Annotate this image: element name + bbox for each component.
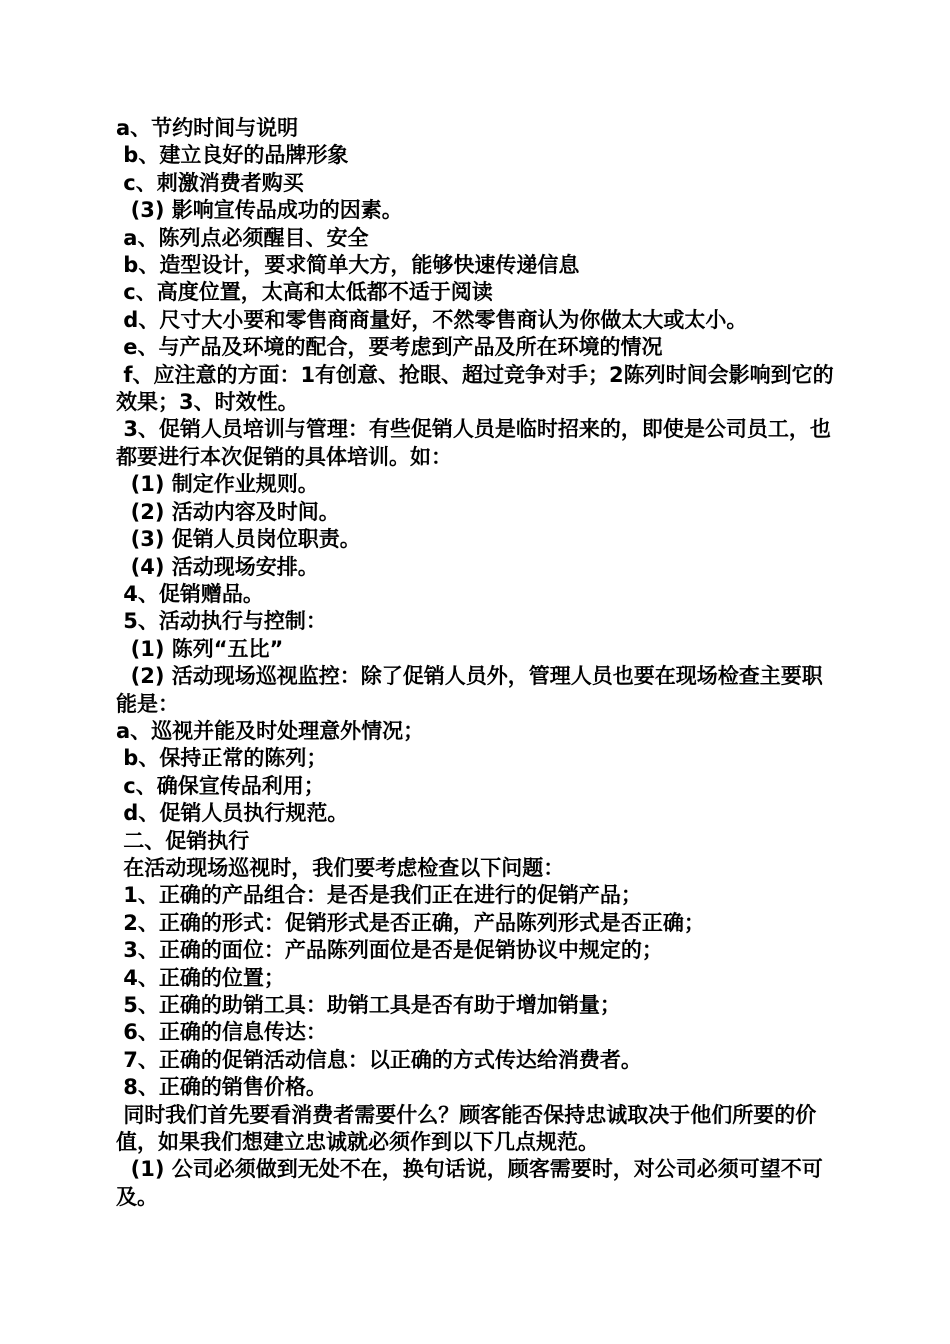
list-item-1-product-mix: 1、正确的产品组合：是否是我们正在进行的促销产品； [116,883,642,908]
list-item-f-attention: f、应注意的方面：1有创意、抢眼、超过竞争对手；2陈列时间会影响到它的效果；3、时效性。 [116,362,834,415]
list-item-4-position: 4、正确的位置； [116,965,285,990]
list-item-a-display-point: a、陈列点必须醒目、安全 [116,225,369,250]
section-heading-gifts: 4、促销赠品。 [116,581,264,606]
document-body [116,115,836,1211]
list-item-a-save-time: a、节约时间与说明 [116,116,299,140]
section-heading-execution-control: 5、活动执行与控制： [116,609,327,634]
list-item-ubiquity: (1) 公司必须做到无处不在，换句话说，顾客需要时，对公司必须可望不可及。 [116,1157,823,1209]
list-item-content-time: (2) 活动内容及时间。 [116,499,340,524]
list-item-d-standards: d、促销人员执行规范。 [116,801,349,826]
list-item-8-price: 8、正确的销售价格。 [116,1075,327,1100]
list-item-d-size: d、尺寸大小要和零售商商量好，不然零售商认为你做太大或太小。 [116,307,748,332]
list-item-2-form: 2、正确的形式：促销形式是否正确，产品陈列形式是否正确； [116,910,705,935]
list-item-a-patrol: a、巡视并能及时处理意外情况； [116,718,425,743]
section-heading-staff-training: 3、促销人员培训与管理：有些促销人员是临时招来的，即使是公司员工，也都要进行本次促销的具体培训。如： [116,417,831,469]
list-item-display-comparison: (1) 陈列“五比” [116,636,284,661]
paragraph-inspection-intro: 在活动现场巡视时，我们要考虑检查以下问题： [116,855,565,880]
list-item-b-brand-image: b、建立良好的品牌形象 [116,143,349,168]
list-item-c-materials: c、确保宣传品利用； [116,773,325,798]
section-heading-promotion-execution: 二、促销执行 [116,828,250,853]
list-item-c-height: c、高度位置，太高和太低都不适于阅读 [116,280,493,305]
list-item-7-activity-info: 7、正确的促销活动信息：以正确的方式传达给消费者。 [116,1047,642,1072]
section-heading-success-factors: (3) 影响宣传品成功的因素。 [116,198,403,223]
list-item-5-sales-tools: 5、正确的助销工具：助销工具是否有助于增加销量； [116,993,621,1017]
list-item-6-information: 6、正确的信息传达： [116,1020,327,1045]
list-item-rules: (1) 制定作业规则。 [116,472,319,497]
list-item-3-facing: 3、正确的面位：产品陈列面位是否是促销协议中规定的； [116,938,663,963]
list-item-b-design: b、造型设计，要求简单大方，能够快速传递信息 [116,253,580,278]
list-item-b-normal-display: b、保持正常的陈列； [116,746,328,771]
paragraph-consumer-needs: 同时我们首先要看消费者需要什么？顾客能否保持忠诚取决于他们所要的价值，如果我们想建立忠诚就必须作到以下几点规范。 [116,1102,817,1155]
list-item-site-monitoring: (2) 活动现场巡视监控：除了促销人员外，管理人员也要在现场检查主要职能是： [116,664,823,716]
list-item-c-stimulate-purchase: c、刺激消费者购买 [116,170,304,195]
list-item-duties: (3) 促销人员岗位职责。 [116,527,361,552]
list-item-site-arrangement: (4) 活动现场安排。 [116,554,319,579]
list-item-e-environment: e、与产品及环境的配合，要考虑到产品及所在环境的情况 [116,335,663,360]
